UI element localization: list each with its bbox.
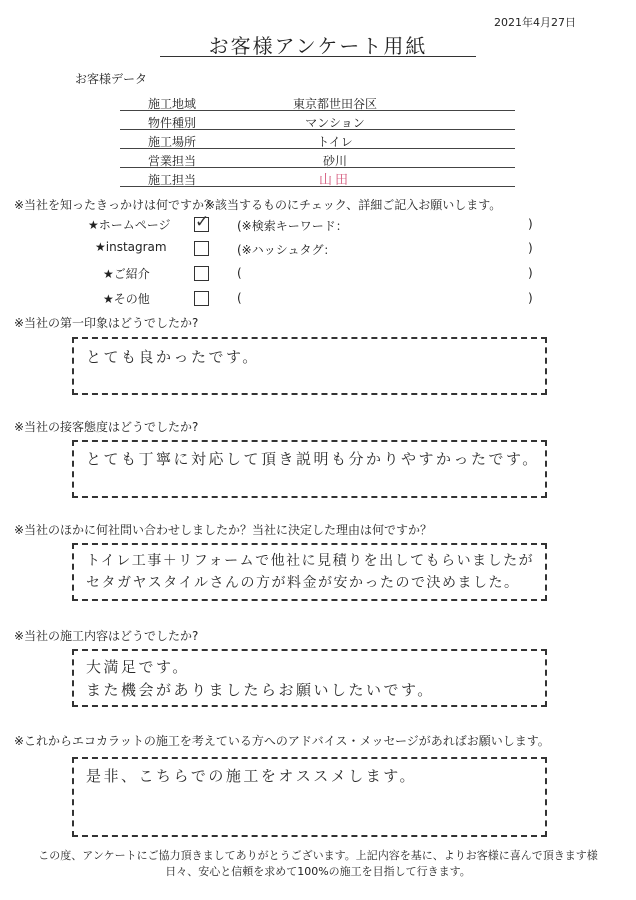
answer-line: とても良かったです。 [86, 348, 260, 366]
source-detail: (※検索キーワード： [237, 219, 348, 233]
answer-line: 大満足です。 [86, 658, 190, 676]
customer-row-property-type [120, 111, 515, 130]
customer-value: 東京都世田谷区 [292, 97, 377, 111]
source-option-referral [0, 265, 636, 285]
answer-line: トイレ工事＋リフォームで他社に見積りを出してもらいましたが [86, 553, 535, 569]
customer-row-construction-staff [120, 168, 515, 187]
survey-date: 2021年4月27日 [494, 16, 576, 29]
source-label: ★ホームページ [88, 218, 171, 232]
customer-value-handwritten: 山田 [318, 173, 351, 188]
source-detail-close: ) [528, 291, 533, 305]
customer-data-label: お客様データ [75, 72, 148, 86]
source-label: ★ご紹介 [103, 267, 150, 281]
question-how-found: ※当社を知ったきっかけは何ですか？ [14, 198, 217, 212]
question-advice-message: ※これからエコカラットの施工を考えている方へのアドバイス・メッセージがあればお願いします。 [14, 734, 550, 748]
footer-thanks-line-1: この度、アンケートにご協力頂きましてありがとうございます。上記内容を基に、よりお客様に喜んで頂きます様 [38, 849, 598, 862]
checkbox-other[interactable] [194, 291, 209, 306]
source-detail-close: ) [528, 266, 533, 280]
answer-line: また機会がありましたらお願いしたいです。 [86, 681, 435, 699]
checkbox-instagram[interactable] [194, 241, 209, 256]
customer-key: 営業担当 [148, 154, 197, 168]
answer-box-construction-quality [72, 649, 547, 707]
checkbox-referral[interactable] [194, 266, 209, 281]
customer-value: 砂川 [322, 154, 347, 168]
customer-data-table [120, 92, 515, 187]
question-construction-quality: ※当社の施工内容はどうでしたか? [14, 629, 199, 643]
question-other-companies: ※当社のほかに何社問い合わせしましたか？当社に決定した理由は何ですか？ [14, 523, 433, 537]
check-mark-icon: ✓ [195, 212, 210, 232]
question-customer-service: ※当社の接客態度はどうでしたか? [14, 420, 199, 434]
title-underline [160, 56, 476, 57]
customer-key: 施工担当 [148, 173, 197, 187]
page-title: お客様アンケート用紙 [208, 34, 428, 58]
source-label: ★その他 [103, 292, 150, 306]
answer-line: とても丁寧に対応して頂き説明も分かりやすかったです。 [86, 450, 540, 468]
answer-box-first-impression [72, 337, 547, 395]
footer-thanks-line-2: 日々、安心と信頼を求めて100%の施工を目指して行きます。 [165, 865, 471, 878]
source-detail: ( [237, 266, 242, 280]
source-detail-close: ) [528, 217, 533, 231]
customer-value: マンション [305, 116, 365, 130]
source-option-instagram [0, 240, 636, 260]
answer-box-customer-service [72, 440, 547, 498]
source-detail-close: ) [528, 241, 533, 255]
customer-row-sales-staff [120, 149, 515, 168]
source-option-other [0, 290, 636, 310]
answer-line: 是非、こちらでの施工をオススメします。 [86, 767, 418, 785]
source-detail: (※ハッシュタグ： [237, 243, 336, 257]
answer-box-other-companies [72, 543, 547, 601]
customer-key: 物件種別 [148, 116, 197, 130]
answer-box-advice-message [72, 757, 547, 837]
customer-key: 施工場所 [148, 135, 197, 149]
question-first-impression: ※当社の第一印象はどうでしたか? [14, 316, 199, 330]
customer-value: トイレ [317, 135, 353, 149]
customer-row-location [120, 130, 515, 149]
customer-key: 施工地域 [148, 97, 197, 111]
question-instruction: ※該当するものにチェック、詳細ご記入お願いします。 [205, 198, 502, 212]
customer-row-area [120, 92, 515, 111]
source-label: ★instagram [95, 240, 167, 254]
source-detail: ( [237, 291, 242, 305]
source-option-homepage [0, 212, 636, 236]
answer-line: セタガヤスタイルさんの方が料金が安かったので決めました。 [86, 575, 520, 591]
